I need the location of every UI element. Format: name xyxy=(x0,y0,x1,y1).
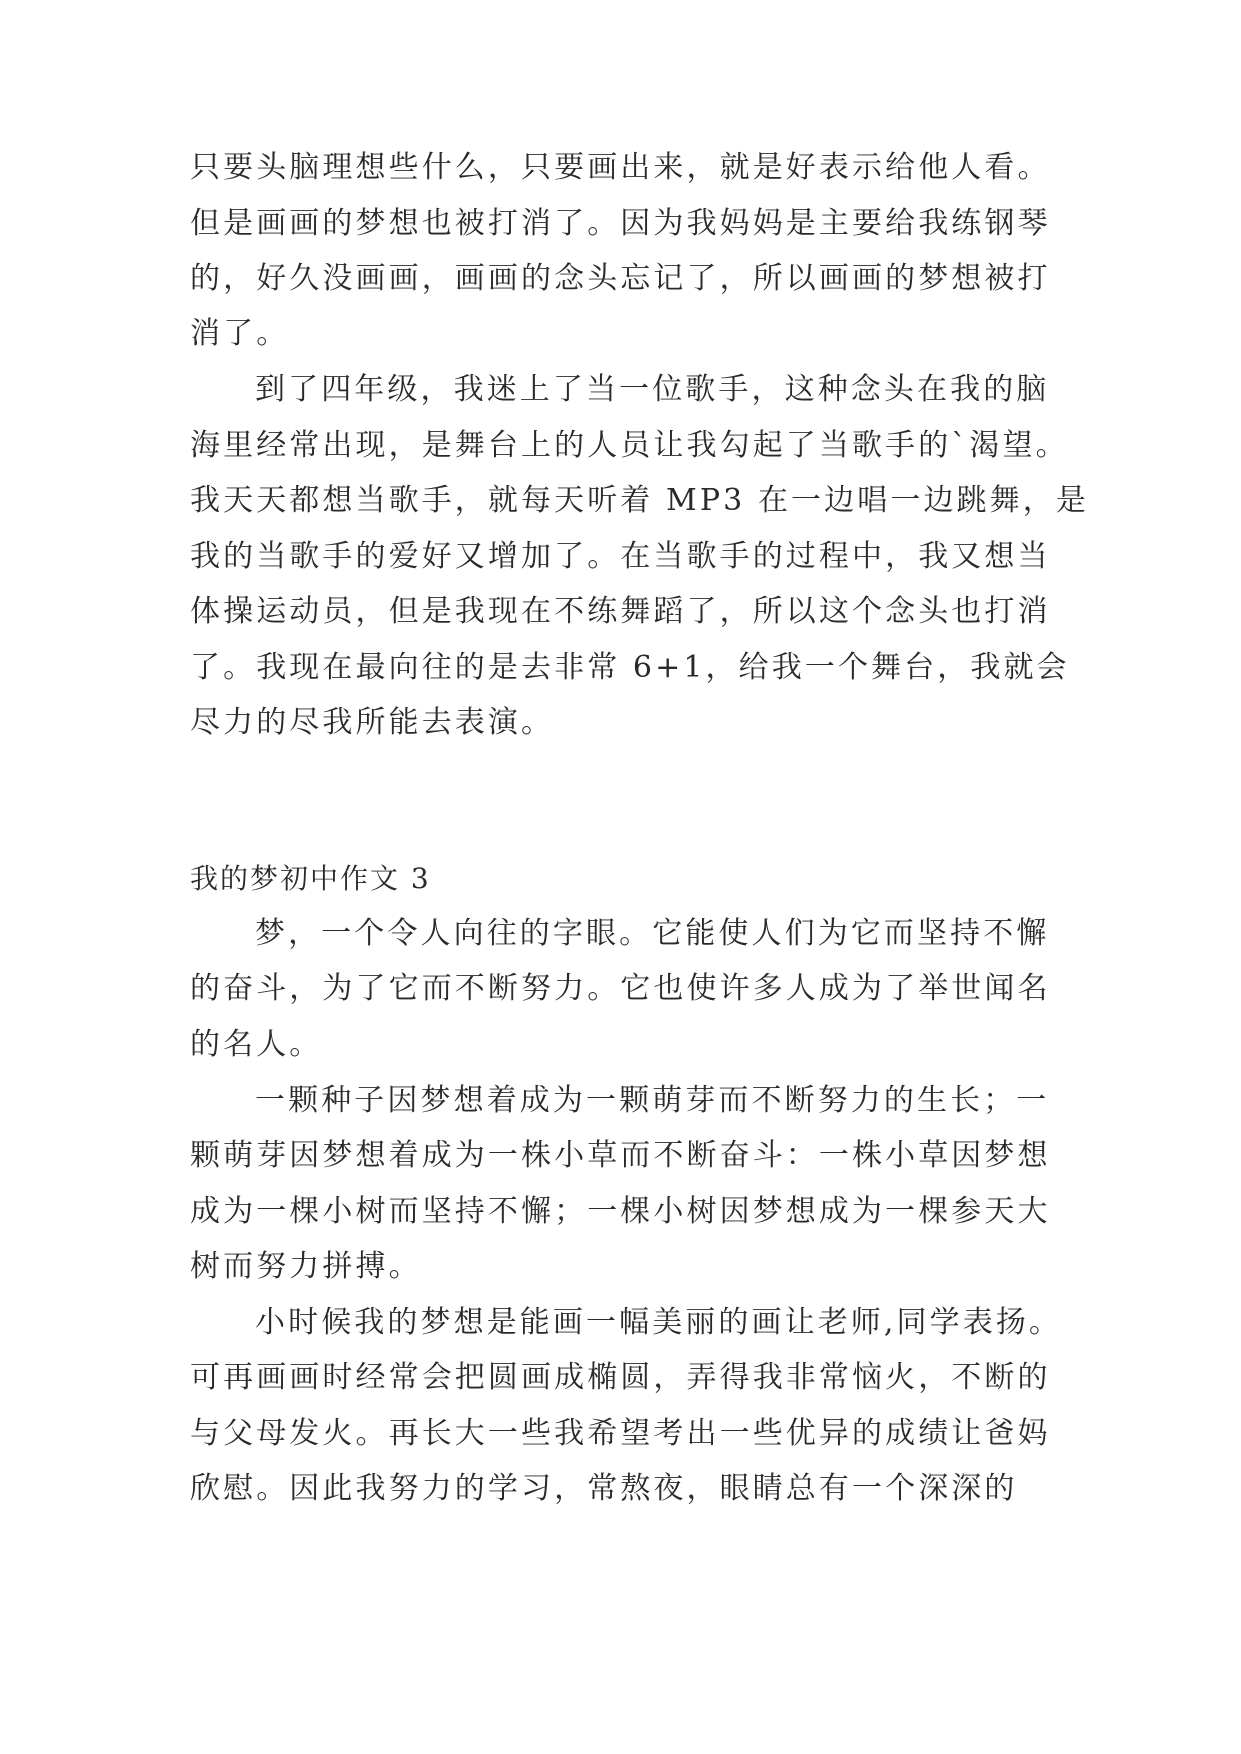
fourth-grade-line-4: 我的当歌手的爱好又增加了。在当歌手的过程中，我又想当 xyxy=(190,539,1051,574)
essay3-p3-line-4: 欣慰。因此我努力的学习，常熬夜，眼睛总有一个深深的 xyxy=(190,1471,1018,1506)
essay3-p3-line-2: 可再画画时经常会把圆画成椭圆，弄得我非常恼火，不断的 xyxy=(190,1360,1051,1395)
fourth-grade-line-3: 我天天都想当歌手，就每天听着 MP3 在一边唱一边跳舞，是 xyxy=(190,483,1089,518)
essay3-p3-line-1: 小时候我的梦想是能画一幅美丽的画让老师,同学表扬。 xyxy=(255,1305,1063,1340)
essay3-p1-line-1: 梦，一个令人向往的字眼。它能使人们为它而坚持不懈 xyxy=(255,916,1050,951)
essay3-p1-line-2: 的奋斗，为了它而不断努力。它也使许多人成为了举世闻名 xyxy=(190,971,1051,1006)
fourth-grade-line-2: 海里经常出现，是舞台上的人员让我勾起了当歌手的`渴望。 xyxy=(190,428,1069,463)
fourth-grade-line-7: 尽力的尽我所能去表演。 xyxy=(190,705,555,740)
intro-line-2: 但是画画的梦想也被打消了。因为我妈妈是主要给我练钢琴 xyxy=(190,206,1051,241)
intro-line-1: 只要头脑理想些什么，只要画出来，就是好表示给他人看。 xyxy=(190,150,1051,185)
essay-title: 我的梦初中作文 3 xyxy=(190,862,431,895)
intro-line-3: 的，好久没画画，画画的念头忘记了，所以画画的梦想被打 xyxy=(190,261,1051,296)
essay3-p2-line-2: 颗萌芽因梦想着成为一株小草而不断奋斗：一株小草因梦想 xyxy=(190,1138,1051,1173)
intro-line-4: 消了。 xyxy=(190,316,290,351)
essay3-p1-line-3: 的名人。 xyxy=(190,1027,323,1062)
essay3-p2-line-1: 一颗种子因梦想着成为一颗萌芽而不断努力的生长；一 xyxy=(255,1083,1050,1118)
essay3-p2-line-4: 树而努力拼搏。 xyxy=(190,1249,422,1284)
essay3-p3-line-3: 与父母发火。再长大一些我希望考出一些优异的成绩让爸妈 xyxy=(190,1416,1051,1451)
fourth-grade-line-1: 到了四年级，我迷上了当一位歌手，这种念头在我的脑 xyxy=(255,372,1050,407)
fourth-grade-line-6: 了。我现在最向往的是去非常 6+1，给我一个舞台，我就会 xyxy=(190,650,1070,685)
fourth-grade-line-5: 体操运动员，但是我现在不练舞蹈了，所以这个念头也打消 xyxy=(190,594,1051,629)
essay3-p2-line-3: 成为一棵小树而坚持不懈；一棵小树因梦想成为一棵参天大 xyxy=(190,1194,1051,1229)
